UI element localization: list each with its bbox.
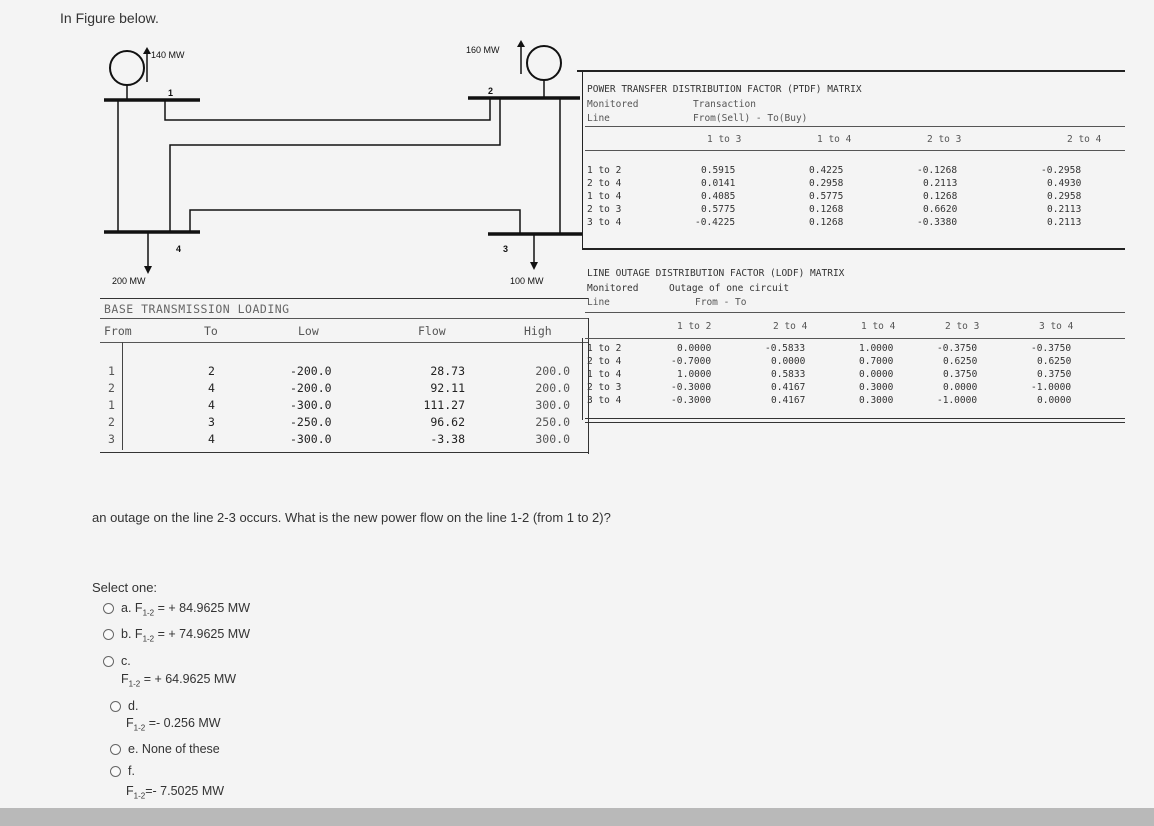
table-row: 2 3 -250.0 96.62 250.0 — [108, 415, 570, 429]
ptdf-row: 2 to 3 0.5775 0.1268 0.6620 0.2113 — [587, 204, 1082, 215]
bus-1-label: 1 — [168, 88, 174, 98]
option-a-radio[interactable] — [103, 603, 114, 614]
lodf-matrix — [585, 266, 1125, 430]
header-low: Low — [298, 324, 319, 338]
lodf-line-label: Line — [587, 297, 610, 308]
lodf-monitored-label: Monitored — [587, 283, 639, 294]
lodf-row: 1 to 4 1.0000 0.5833 0.0000 0.3750 0.3750 — [587, 369, 1072, 380]
option-e-label[interactable]: e. None of these — [128, 742, 220, 756]
lodf-col-header: 2 to 4 — [773, 321, 808, 332]
option-f-letter[interactable]: f. — [128, 764, 135, 778]
option-f-label[interactable]: $F_{1-2}=-$ 7.5025 MW — [126, 784, 225, 801]
load-4-label: 200 MW — [112, 276, 146, 286]
ptdf-col-header: 1 to 3 — [707, 134, 742, 145]
lodf-row: 1 to 2 0.0000 -0.5833 1.0000 -0.3750 -0.3750 — [587, 343, 1072, 354]
lodf-from-to-label: From - To — [695, 297, 747, 308]
generator-2-symbol — [527, 46, 561, 80]
bus-2-label: 2 — [488, 86, 494, 96]
lodf-col-header: 3 to 4 — [1039, 321, 1074, 332]
ptdf-row: 2 to 4 0.0141 0.2958 0.2113 0.4930 — [587, 178, 1082, 189]
lodf-col-header: 1 to 2 — [677, 321, 712, 332]
line-3-4 — [190, 210, 520, 234]
option-d-label[interactable]: $F_{1-2} =- 0.256$ MW — [126, 716, 221, 733]
ptdf-row: 3 to 4 -0.4225 0.1268 -0.3380 0.2113 — [587, 217, 1082, 228]
ptdf-col-header: 1 to 4 — [817, 134, 852, 145]
table-row: 1 2 -200.0 28.73 200.0 — [108, 364, 570, 378]
select-one-label: Select one: — [92, 580, 158, 595]
ptdf-title: POWER TRANSFER DISTRIBUTION FACTOR (PTDF) MATRIX — [587, 84, 862, 95]
ptdf-col-header: 2 to 4 — [1067, 134, 1102, 145]
lodf-row: 3 to 4 -0.3000 0.4167 0.3000 -1.0000 0.0000 — [587, 395, 1072, 406]
ptdf-line-label: Line — [587, 113, 610, 124]
option-a-label[interactable]: a. $F_{1-2}$ = + 84.9625 MW — [121, 601, 251, 618]
option-b-label[interactable]: b. $F_{1-2}$ = + 74.9625 MW — [121, 627, 251, 644]
lodf-row: 2 to 3 -0.3000 0.4167 0.3000 0.0000 -1.0000 — [587, 382, 1072, 393]
base-loading-title: BASE TRANSMISSION LOADING — [104, 302, 290, 316]
generator-2-label: 160 MW — [466, 45, 500, 55]
generator-1-label: 140 MW — [151, 50, 185, 60]
header-flow: Flow — [418, 324, 446, 338]
bus-3-label: 3 — [503, 244, 509, 254]
table-row: 2 4 -200.0 92.11 200.0 — [108, 381, 570, 395]
ptdf-row: 1 to 2 0.5915 0.4225 -0.1268 -0.2958 — [587, 165, 1082, 176]
bus-4-label: 4 — [176, 244, 182, 254]
lodf-title: LINE OUTAGE DISTRIBUTION FACTOR (LODF) MATRIX — [587, 268, 845, 279]
ptdf-matrix — [585, 80, 1125, 256]
page-title: In Figure below. — [60, 10, 159, 26]
generator-1-symbol — [110, 51, 144, 85]
screen-bottom-edge — [0, 808, 1154, 826]
table-row: 1 4 -300.0 111.27 300.0 — [108, 398, 570, 412]
ptdf-monitored-label: Monitored — [587, 99, 639, 110]
base-transmission-loading-table — [100, 298, 588, 458]
ptdf-from-to-label: From(Sell) - To(Buy) — [693, 113, 808, 124]
option-c-label[interactable]: $F_{1-2}$ = + 64.9625 MW — [121, 672, 237, 689]
option-d-letter[interactable]: d. — [128, 699, 139, 713]
lodf-col-header: 1 to 4 — [861, 321, 896, 332]
table-row: 3 4 -300.0 -3.38 300.0 — [108, 432, 570, 446]
header-high: High — [524, 324, 552, 338]
ptdf-transaction-label: Transaction — [693, 99, 756, 110]
lodf-row: 2 to 4 -0.7000 0.0000 0.7000 0.6250 0.6250 — [587, 356, 1072, 367]
lodf-outage-label: Outage of one circuit — [669, 283, 790, 294]
option-d-radio[interactable] — [110, 701, 121, 712]
header-from: From — [104, 324, 132, 338]
load-3-label: 100 MW — [510, 276, 544, 286]
option-f-radio[interactable] — [110, 766, 121, 777]
question-text: an outage on the line 2-3 occurs. What is the new power flow on the line 1-2 (from 1 to 2)? — [92, 510, 611, 525]
option-c-radio[interactable] — [103, 656, 114, 667]
option-b-radio[interactable] — [103, 629, 114, 640]
option-e-radio[interactable] — [110, 744, 121, 755]
line-1-2 — [165, 98, 490, 120]
lodf-col-header: 2 to 3 — [945, 321, 980, 332]
ptdf-row: 1 to 4 0.4085 0.5775 0.1268 0.2958 — [587, 191, 1082, 202]
line-2-4 — [170, 98, 500, 232]
option-c-letter[interactable]: c. — [121, 654, 131, 668]
ptdf-col-header: 2 to 3 — [927, 134, 962, 145]
header-to: To — [204, 324, 218, 338]
